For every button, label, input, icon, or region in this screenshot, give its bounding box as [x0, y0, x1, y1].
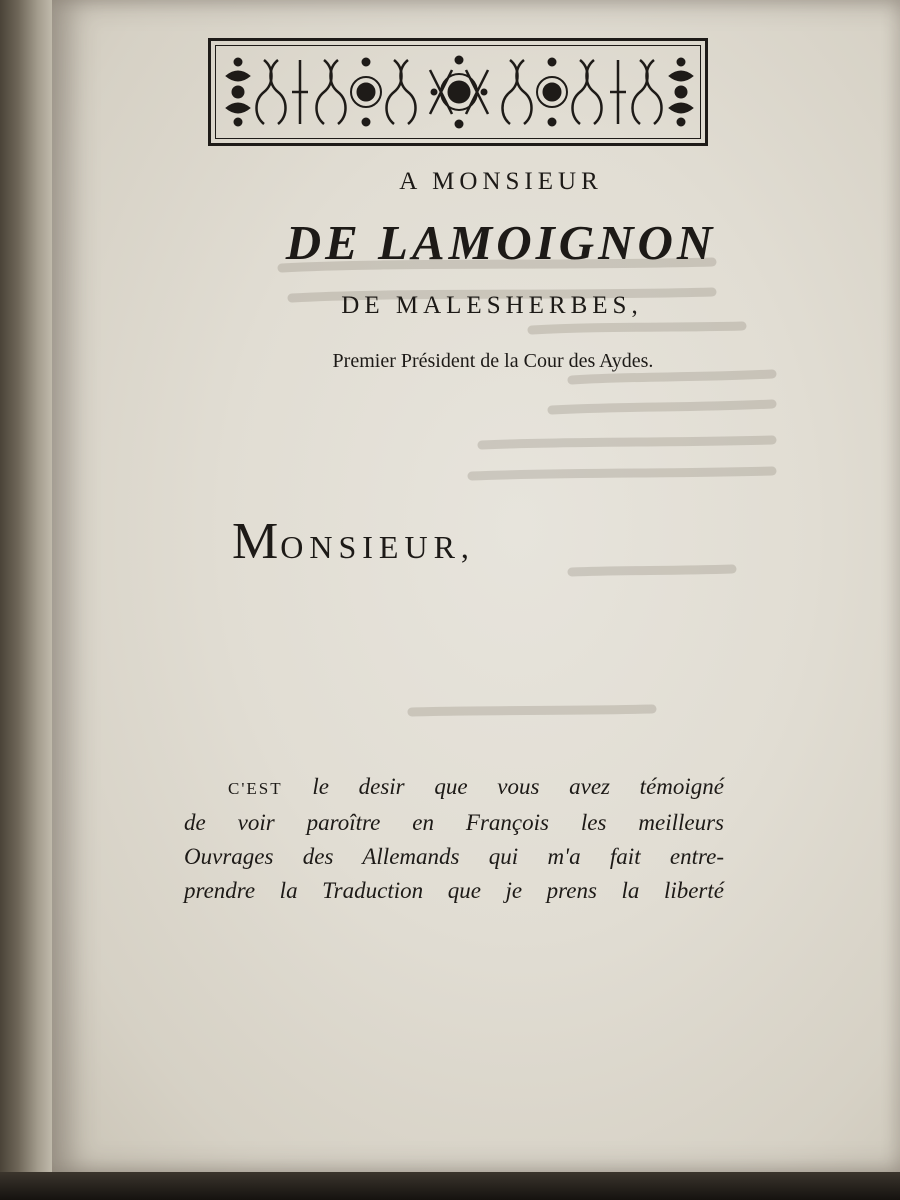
body-line-1-rest: le desir que vous avez témoigné — [282, 774, 724, 799]
salutation-rest: ONSIEUR, — [280, 529, 475, 565]
letter-body — [184, 770, 724, 908]
book-page — [52, 0, 900, 1172]
dedicatee-surname: DE MALESHERBES, — [341, 292, 643, 319]
body-line-1-lead: C'EST — [228, 779, 283, 798]
body-line-4: prendre la Traduction que je prens la liberté — [184, 878, 724, 903]
body-line-1 — [184, 770, 724, 806]
salutation — [232, 512, 475, 571]
ornament-inner-frame — [215, 45, 701, 139]
body-line-3: Ouvrages des Allemands qui m'a fait entre- — [184, 844, 724, 869]
dedicatee-name: DE LAMOIGNON — [285, 215, 717, 270]
salutation-initial: M — [232, 513, 281, 570]
table-edge-shadow — [0, 1172, 900, 1200]
body-line-2: de voir paroître en François les meilleurs — [184, 810, 724, 835]
floral-ornament-icon — [208, 38, 708, 146]
ornament-pattern — [216, 46, 703, 138]
dedicatee-title: Premier Président de la Cour des Aydes. — [332, 350, 654, 372]
dedication-heading: A MONSIEUR — [399, 168, 603, 195]
